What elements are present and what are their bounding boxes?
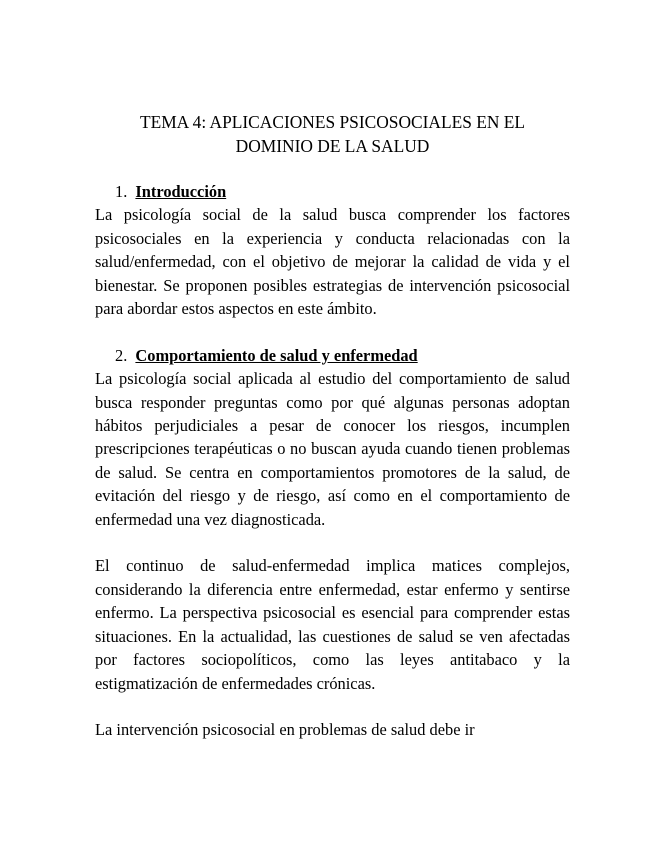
paragraph: La psicología social de la salud busca comprender los factores psicosociales en la experiencia y conducta relacionadas con la salud/enfermedad, con el objetivo de mejorar la calidad de vida y el bienestar. Se proponen posibles estrategias de intervención psicosocial para abordar estos aspectos en este ámbito.: [95, 205, 570, 319]
section-heading-introduccion: [95, 180, 570, 203]
document-page: [95, 110, 570, 742]
section-number: 1.: [115, 182, 128, 201]
paragraph: La intervención psicosocial en problemas de salud debe ir: [95, 720, 475, 740]
paragraph: La psicología social aplicada al estudio del comportamiento de salud busca responder preguntas como por qué algunas personas adoptan hábitos perjudiciales a pesar de conocer los riesgos, incumplen prescripciones terapéuticas o no buscan ayuda cuando tienen problemas de salud. Se centra en comportamientos promotores de la salud, de evitación del riesgo y de riesgo, así como en el comportamiento de enfermedad una vez diagnosticada.: [95, 369, 570, 529]
section-title: Introducción: [135, 182, 227, 201]
title-line-1: TEMA 4: APLICACIONES PSICOSOCIALES EN EL: [139, 112, 526, 132]
title-line-2: DOMINIO DE LA SALUD: [235, 136, 430, 156]
section-title: Comportamiento de salud y enfermedad: [135, 345, 418, 365]
paragraph: El continuo de salud-enfermedad implica matices complejos, considerando la diferencia entre enfermedad, estar enfermo y sentirse enfermo. La perspectiva psicosocial es esencial para comprender estas situaciones. En la actualidad, las cuestiones de salud se ven afectadas por factores sociopolíticos, como las leyes antitabaco y la estigmatización de enfermedades crónicas.: [95, 556, 570, 693]
document-title: [95, 110, 570, 158]
section-heading-comportamiento: [95, 344, 570, 367]
section-number: 2.: [115, 345, 128, 365]
